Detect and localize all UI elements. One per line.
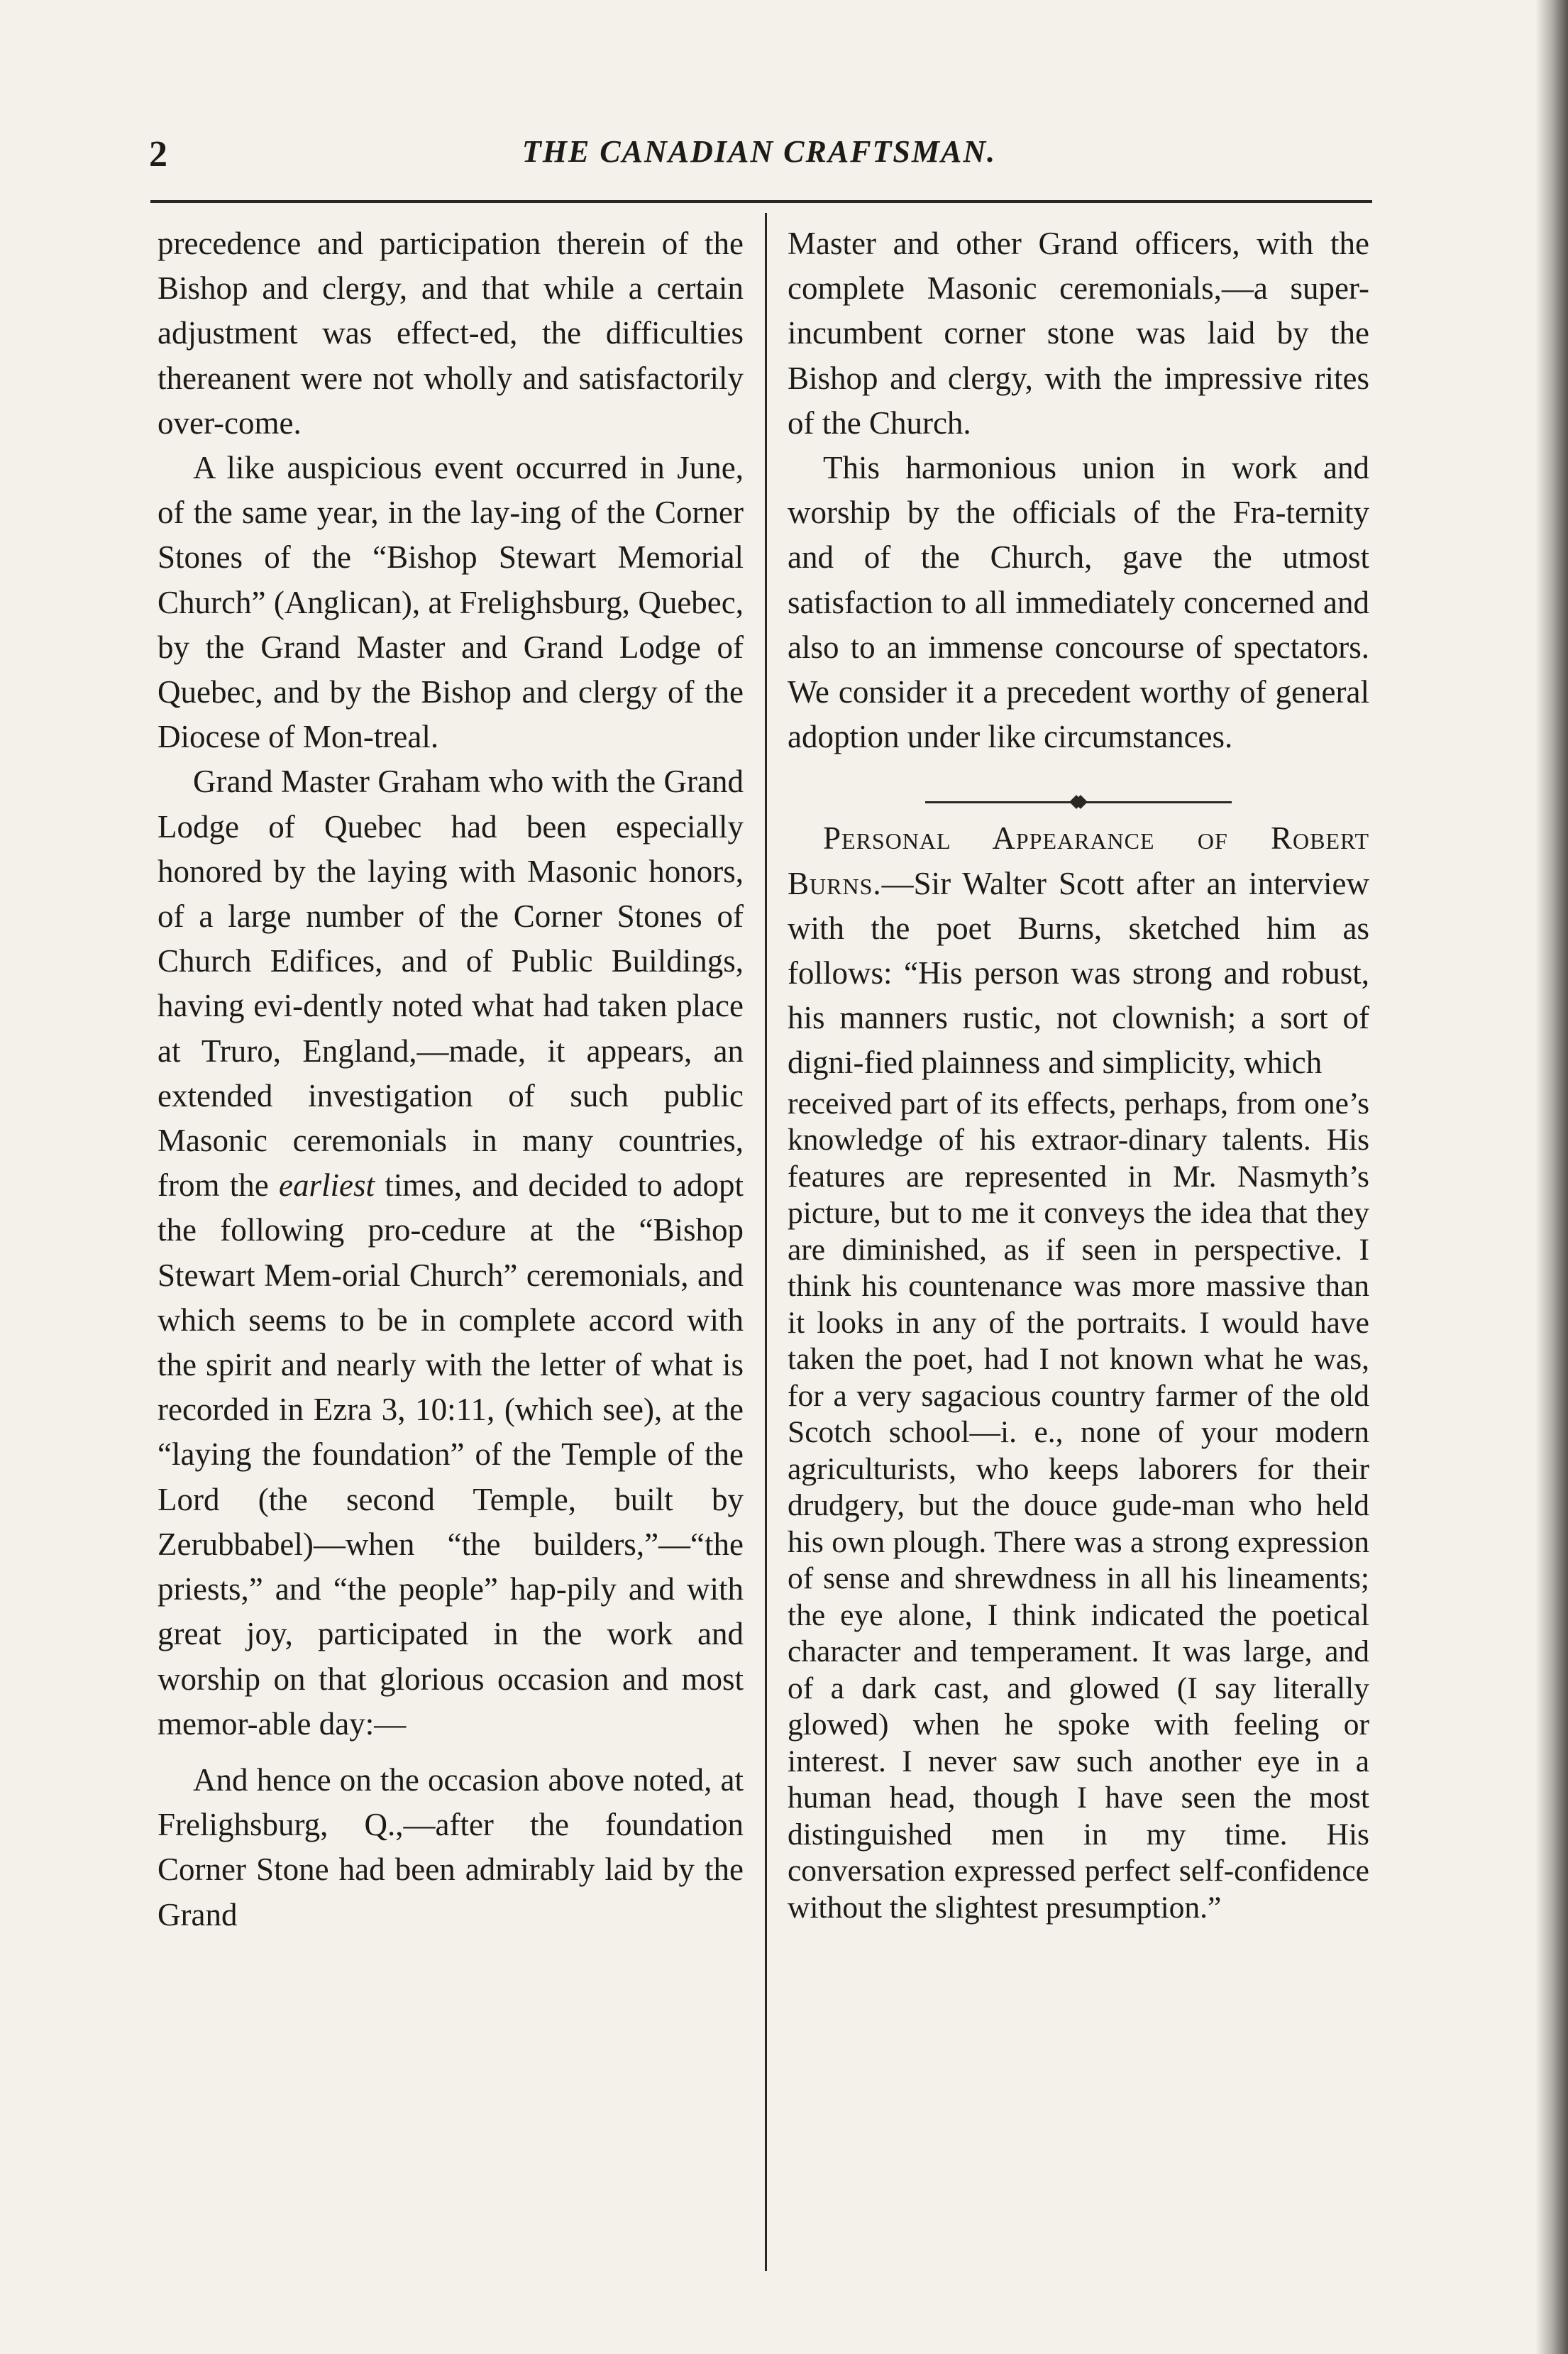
paragraph-harmonious-union: This harmonious union in work and worship by the officials of the Fra-ternity and of the Church, gave the utmost satisfaction to all immediately concerned and also to an immense concourse of spectators. We consider it a precedent worthy of general adoption under like circumstances. xyxy=(788,450,1369,755)
text-run: times, and decided to adopt the following pro-cedure at the “Bishop Stewart Mem-orial Church” ceremonials, and which seems to be in complete accord with the spirit and nearly with the letter of what is recorded in Ezra 3, 10:11, (which see), at the “laying the foundation” of the Temple of the Lord (the second Temple, built by Zerubbabel)—when “the builders,”—“the priests,” and “the people” hap-pily and with great joy, participated in the work and worship on that glorious occasion and most memor-able day:— xyxy=(158,1167,744,1742)
section-divider-ornament xyxy=(788,776,1369,798)
paragraph-hence-on-occasion: And hence on the occasion above noted, at Frelighsburg, Q.,—after the foundation Corner Stone had been admirably laid by the Grand xyxy=(158,1761,744,1932)
paragraph-frelighsburg-event: A like auspicious event occurred in June, of the same year, in the lay-ing of the Corner Stones of the “Bishop Stewart Memorial Church” (Anglican), at Frelighsburg, Quebec, by the Grand Master and Grand Lodge of Quebec, and by the Bishop and clergy of the Diocese of Mon-treal. xyxy=(158,450,744,755)
text-run: —Sir Walter Scott after an interview with the poet Burns, sketched him as follows: “His person was strong and robust, his manners rustic, not clownish; a sort of digni-fied plainness and simplicity, which xyxy=(788,865,1369,1081)
article-burns-body: received part of its effects, perhaps, from one’s knowledge of his extraor-dinary talents. His features are represented in Mr. Nasmyth’s picture, but to me it conveys the idea that they are diminished, as if seen in perspective. I think his countenance was more massive than it looks in any of the portraits. I would have taken the poet, had I not known what he was, for a very sagacious country farmer of the old Scotch school—i. e., none of your modern agriculturists, who keeps laborers for their drudgery, but the douce gude-man who held his own plough. There was a strong expression of sense and shrewdness in all his lineaments; the eye alone, I think indicated the poetical character and temperament. It was large, and of a dark cast, and glowed (I say literally glowed) when he spoke with feeling or interest. I never saw such another eye in a human head, though I have seen the most distinguished men in my time. His conversation expressed perfect self-confidence without the slightest presumption.” xyxy=(788,1086,1369,1925)
divider-line xyxy=(925,801,1074,803)
divider-line xyxy=(1083,801,1232,803)
paragraph-grand-master-graham xyxy=(158,759,744,1746)
left-column xyxy=(158,221,744,1937)
page-number: 2 xyxy=(149,134,167,175)
text-run: Grand Master Graham who with the Grand Lodge of Quebec had been especially honored by the laying with Masonic honors, of a large number of the Corner Stones of Church Edifices, and of Public Buildings, having evi-dently noted what had taken place at Truro, England,—made, it appears, an extended investigation of such public Masonic ceremonials in many countries, from the xyxy=(158,764,744,1204)
column-divider xyxy=(765,213,767,2271)
italic-emphasis: earliest xyxy=(279,1167,375,1204)
paragraph-continuation: precedence and participation therein of the Bishop and clergy, and that while a certain adjustment was effect-ed, the difficulties thereanent were not wholly and satisfactorily over-come. xyxy=(158,226,744,441)
page-header xyxy=(149,133,1369,183)
header-rule xyxy=(150,200,1372,203)
article-burns-intro xyxy=(788,816,1369,1085)
article-heading: Personal Appearance of Robert Burns. xyxy=(788,820,1369,901)
page-edge-shadow xyxy=(1535,0,1568,2354)
paragraph-continued-ceremonials: Master and other Grand officers, with the complete Masonic ceremonials,—a super-incumbent corner stone was laid by the Bishop and clergy, with the impressive rites of the Church. xyxy=(788,226,1369,441)
right-column xyxy=(788,221,1369,1926)
running-title: THE CANADIAN CRAFTSMAN. xyxy=(521,134,997,169)
